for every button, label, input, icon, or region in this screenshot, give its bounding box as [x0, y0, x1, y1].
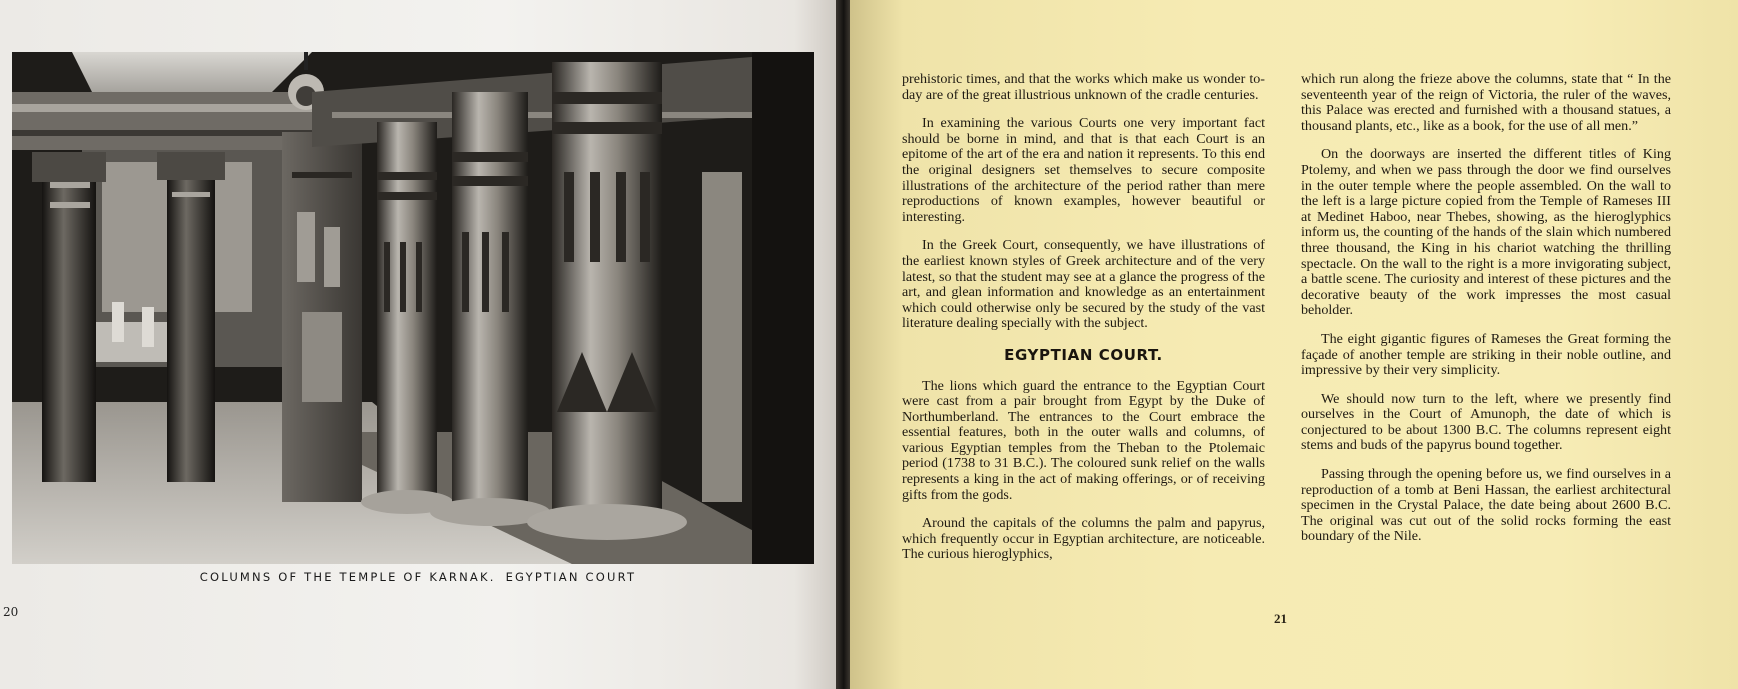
right-page — [850, 0, 1738, 689]
section-heading: EGYPTIAN COURT. — [1004, 345, 1163, 364]
paragraph: On the doorways are inserted the different titles of King Ptolemy, and when we pass through the door we find ourselves in the outer temple where the people assembled. On the wall to the left is a large picture copied from the Temple of Rameses III at Medinet Haboo, near Thebes, showing, as the hieroglyphics inform us, the counting of the hands of the slain which numbered three thousand, the King in his chariot watching the thrilling spectacle. On the wall to the right is a more invigorating subject, a battle scene. The curiosity and interest of these pictures and the decorative beauty of the work impresses the most casual beholder. — [1301, 146, 1671, 319]
text-column-right — [1301, 72, 1671, 558]
paragraph: We should now turn to the left, where we presently find ourselves in the Court of Amunoph, the date of which is conjectured to be about 1300 B.C. The columns represent eight stems and buds of the papyrus bound together. — [1301, 390, 1671, 454]
karnak-columns-photo — [12, 52, 814, 564]
paragraph: In examining the various Courts one very important fact should be borne in mind, and that is that each Court is an epitome of the art of the era and nation it represents. To this end the original designers set themselves to secure composite illustrations of the architecture of the period rather than mere reproductions of known examples, however beautiful or interesting. — [902, 115, 1265, 225]
page-number-right: 21 — [1274, 611, 1287, 626]
paragraph: prehistoric times, and that the works which make us wonder to-day are of the great illustrious unknown of the cradle centuries. — [902, 71, 1265, 103]
paragraph: Around the capitals of the columns the palm and papyrus, which frequently occur in Egyptian architecture, are noticeable. The curious hieroglyphics, — [902, 515, 1265, 563]
photo-caption-title: COLUMNS OF THE TEMPLE OF KARNAK. — [199, 570, 496, 584]
book-gutter — [836, 0, 850, 689]
page-number-left: 20 — [3, 605, 19, 619]
left-page — [0, 0, 836, 689]
photo-caption-court: EGYPTIAN COURT — [505, 570, 637, 584]
text-column-left — [902, 72, 1265, 576]
paragraph: Passing through the opening before us, we find ourselves in a reproduction of a tomb at Beni Hassan, the earliest architectural specimen in the Crystal Palace, the date being about 2600 B.C. The original was cut out of the solid rocks forming the east boundary of the Nile. — [1301, 466, 1671, 545]
photo-caption — [0, 570, 836, 584]
paragraph: In the Greek Court, consequently, we have illustrations of the earliest known styles of Greek architecture and of the very latest, so that the student may see at a glance the progress of the art, and glean information and knowledge as an entertainment which could otherwise only be secured by the study of the vast literature dealing specially with the subject. — [902, 237, 1265, 332]
paragraph: The lions which guard the entrance to the Egyptian Court were cast from a pair brought from Egypt by the Duke of Northumberland. The entrances to the Court embrace the essential features, both in the outer walls and columns, of various Egyptian temples from the Theban to the Ptolemaic period (1738 to 31 B.C.). The coloured sunk relief on the walls represents a king in the act of making offerings, or of receiving gifts from the gods. — [902, 377, 1265, 503]
paragraph: The eight gigantic figures of Rameses the Great forming the façade of another temple are striking in their noble outline, and impressive by their very simplicity. — [1301, 330, 1671, 379]
paragraph: which run along the frieze above the columns, state that “ In the seventeenth year of the reign of Victoria, the ruler of the waves, this Palace was erected and furnished with a thousand statues, a thousand plants, etc., like as a book, for the use of all men.” — [1301, 71, 1671, 134]
